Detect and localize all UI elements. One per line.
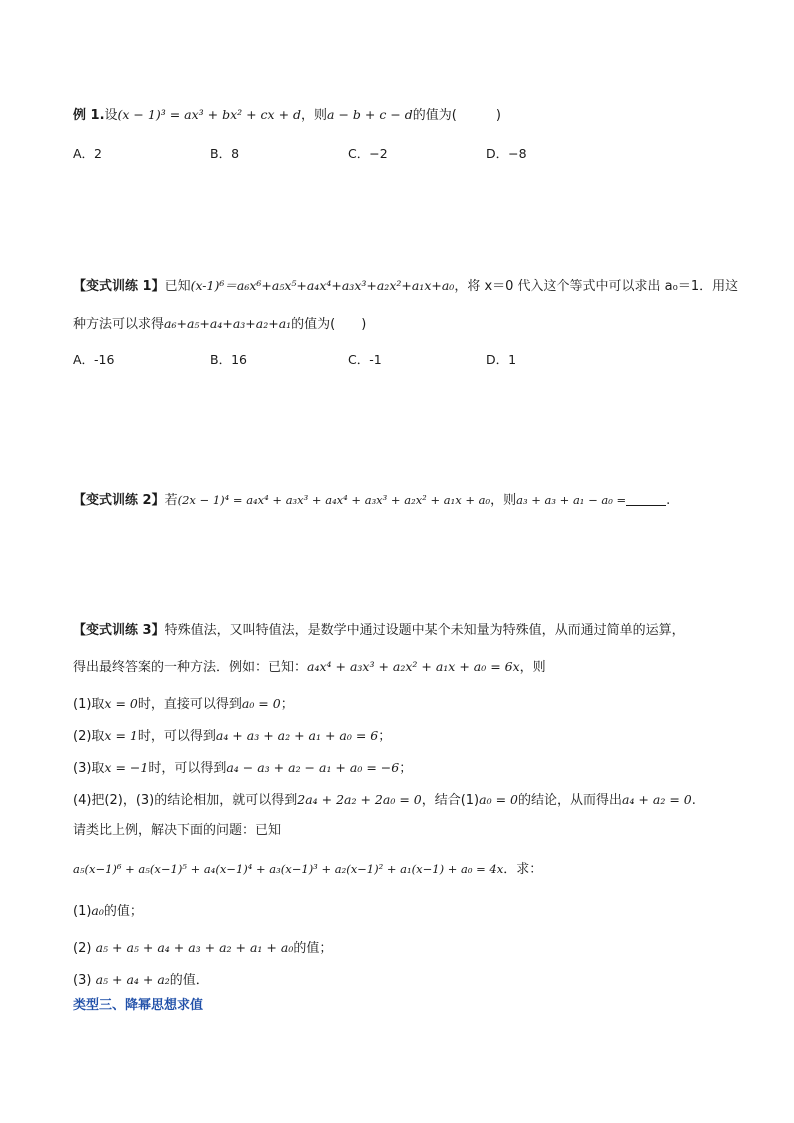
variant-2-question: 【变式训练 2】若(2x − 1)⁴ = a₄x⁴ + a₃x³ + a₄x⁴ + a₃x³ + a₂x² + a₁x + a₀，则a₃ + a₃ + a₁ − a₀ = . <box>73 493 671 508</box>
variant-1-tag: 【变式训练 1】 <box>73 279 165 294</box>
example-1-option-b[interactable]: B．8 <box>210 146 240 161</box>
example-1-question: 例 1.设(x − 1)³ = ax³ + bx² + cx + d，则a − b + c − d的值为( ) <box>73 107 501 123</box>
variant-3-intro-1: 【变式训练 3】特殊值法，又叫特值法，是数学中通过设题中某个未知量为特殊值，从而通过简单的运算， <box>73 623 685 638</box>
variant-3-ask: 请类比上例，解决下面的问题：已知 <box>73 823 282 838</box>
example-1-formula: (x − 1)³ = ax³ + bx² + cx + d <box>117 107 302 122</box>
variant-1-option-a[interactable]: A．-16 <box>73 352 115 367</box>
variant-1-line-2: 种方法可以求得a₆+a₅+a₄+a₃+a₂+a₁的值为( ) <box>73 316 367 332</box>
variant-3-step-3: (3)取x = −1时，可以得到a₄ − a₃ + a₂ − a₁ + a₀ = −6； <box>73 760 413 776</box>
variant-1-option-b[interactable]: B．16 <box>210 352 247 367</box>
variant-3-question-3: (3) a₅ + a₄ + a₂的值． <box>73 972 209 988</box>
answer-blank[interactable] <box>626 493 666 506</box>
variant-1-option-d[interactable]: D．1 <box>486 352 517 367</box>
example-1-label: 例 1. <box>73 108 105 123</box>
variant-3-question-1: (1)a₀的值； <box>73 903 143 919</box>
variant-3-step-4: (4)把(2)，(3)的结论相加，就可以得到2a₄ + 2a₂ + 2a₀ = 0，结合(1)a₀ = 0的结论，从而得出a₄ + a₂ = 0. <box>73 792 696 808</box>
variant-3-given: a₅(x−1)⁶ + a₅(x−1)⁵ + a₄(x−1)⁴ + a₃(x−1)³ + a₂(x−1)² + a₁(x−1) + a₀ = 4x．求： <box>73 862 543 877</box>
variant-1-option-c[interactable]: C．-1 <box>348 352 382 367</box>
variant-1-line-1: 【变式训练 1】已知(x-1)⁶＝a₆x⁶+a₅x⁵+a₄x⁴+a₃x³+a₂x²+a₁x+a₀，将 x＝0 代入这个等式中可以求出 a₀＝1．用这 <box>73 278 739 294</box>
variant-3-step-2: (2)取x = 1时，可以得到a₄ + a₃ + a₂ + a₁ + a₀ = 6； <box>73 728 392 744</box>
variant-3-tag: 【变式训练 3】 <box>73 623 165 638</box>
example-1-option-d[interactable]: D．−8 <box>486 146 527 161</box>
section-heading: 类型三、降幂思想求值 <box>73 998 204 1013</box>
example-1-option-a[interactable]: A．2 <box>73 146 103 161</box>
variant-2-tag: 【变式训练 2】 <box>73 493 165 508</box>
example-1-option-c[interactable]: C．−2 <box>348 146 388 161</box>
variant-3-intro-2: 得出最终答案的一种方法．例如：已知：a₄x⁴ + a₃x³ + a₂x² + a₁x + a₀ = 6x，则 <box>73 659 546 675</box>
variant-3-step-1: (1)取x = 0时，直接可以得到a₀ = 0； <box>73 696 294 712</box>
variant-3-question-2: (2) a₅ + a₅ + a₄ + a₃ + a₂ + a₁ + a₀的值； <box>73 940 333 956</box>
